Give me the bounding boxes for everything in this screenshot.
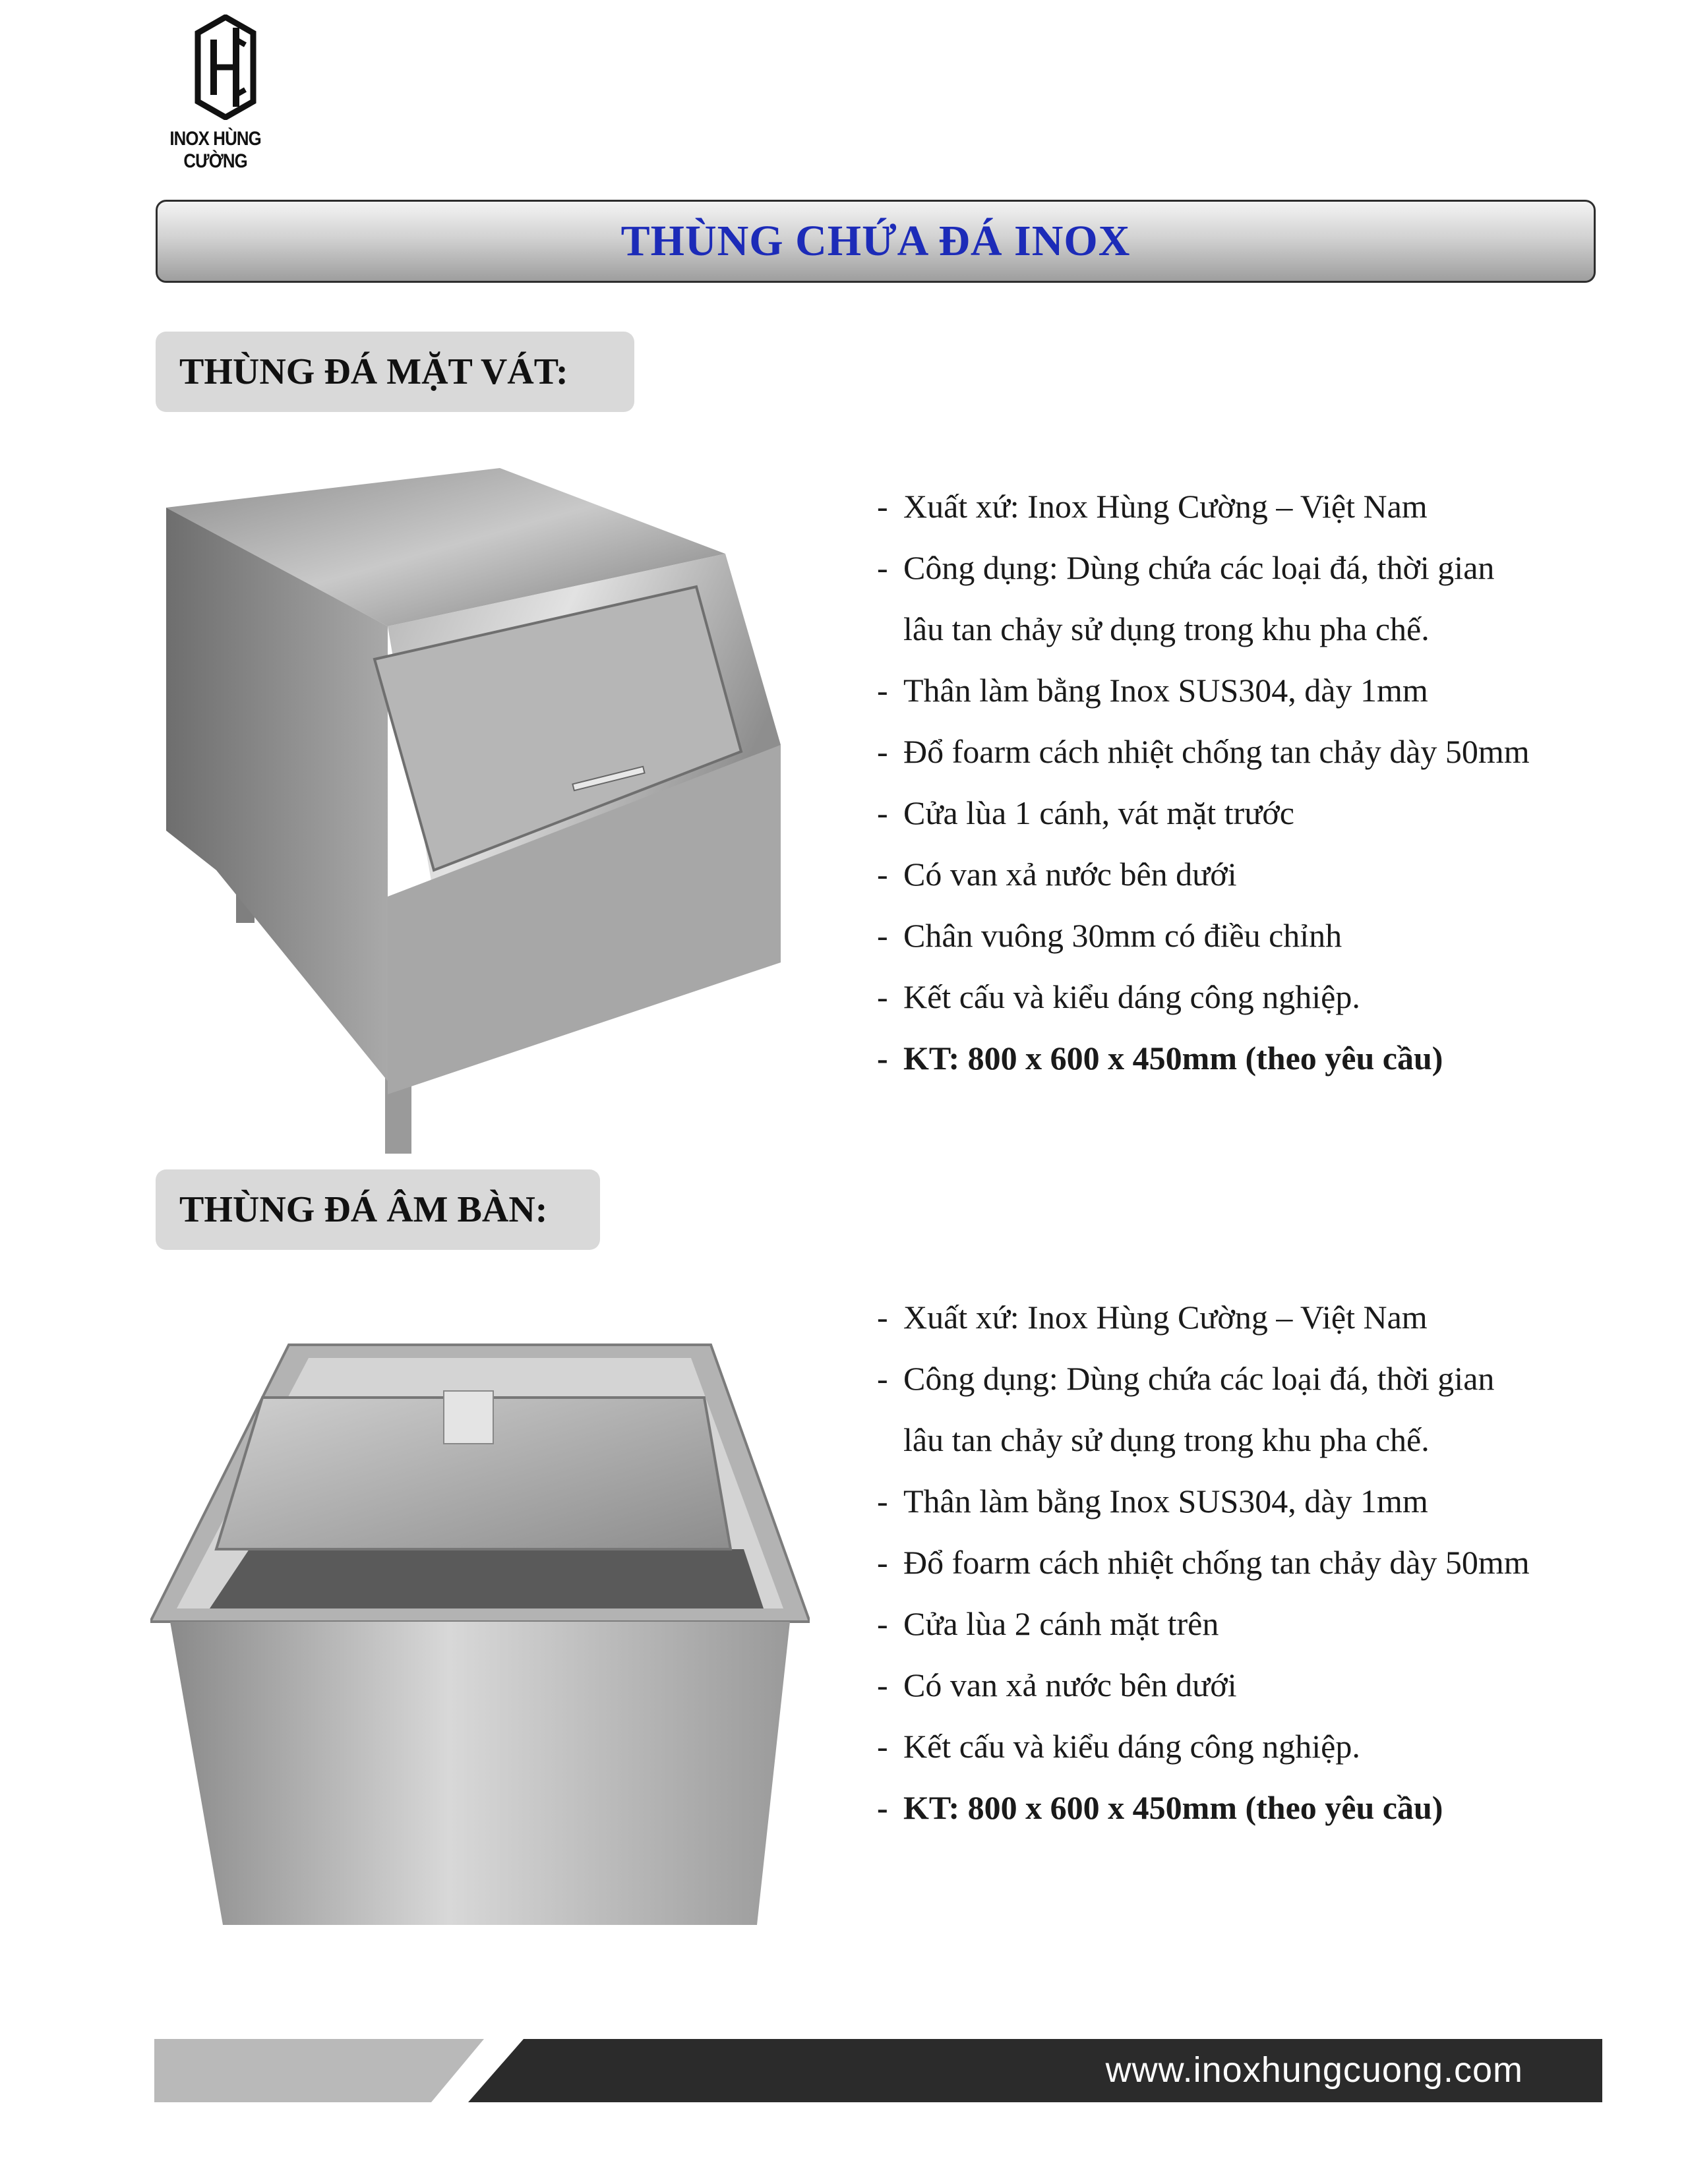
section-label-built-in-bin (156, 1169, 600, 1250)
spec-item: - Kết cấu và kiểu dáng công nghiệp. (877, 1716, 1530, 1777)
hc-monogram-icon (194, 15, 257, 120)
spec-item: - Có van xả nước bên dưới (877, 844, 1530, 905)
spec-item: - Xuất xứ: Inox Hùng Cường – Việt Nam (877, 476, 1530, 537)
brand-name: INOX HÙNG CƯỜNG (169, 128, 261, 172)
spec-item-dimensions: - KT: 800 x 600 x 450mm (theo yêu cầu) (877, 1777, 1530, 1839)
spec-item: - Đổ foarm cách nhiệt chống tan chảy dày 50mm (877, 1532, 1530, 1593)
slanted-ice-bin-photo (157, 461, 783, 1154)
page-title-bar (156, 200, 1596, 283)
section-heading: THÙNG ĐÁ MẶT VÁT: (179, 351, 568, 392)
spec-item-continuation: lâu tan chảy sử dụng trong khu pha chế. (903, 610, 1430, 647)
brand-logo (153, 15, 298, 172)
spec-item-dimensions: - KT: 800 x 600 x 450mm (theo yêu cầu) (877, 1028, 1530, 1089)
spec-item: - Công dụng: Dùng chứa các loại đá, thời gian (877, 537, 1530, 599)
spec-item: - Công dụng: Dùng chứa các loại đá, thời gian (877, 1348, 1530, 1409)
spec-item: - Đổ foarm cách nhiệt chống tan chảy dày 50mm (877, 721, 1530, 782)
spec-item: - Xuất xứ: Inox Hùng Cường – Việt Nam (877, 1287, 1530, 1348)
spec-item: - Thân làm bằng Inox SUS304, dày 1mm (877, 1471, 1530, 1532)
spec-item-continuation: lâu tan chảy sử dụng trong khu pha chế. (903, 1421, 1430, 1458)
spec-list-built-in-bin (877, 1287, 1530, 1839)
spec-item: - Kết cấu và kiểu dáng công nghiệp. (877, 966, 1530, 1028)
spec-item: - Chân vuông 30mm có điều chỉnh (877, 905, 1530, 966)
spec-item: - Cửa lùa 1 cánh, vát mặt trước (877, 782, 1530, 844)
spec-item: - Có van xả nước bên dưới (877, 1655, 1530, 1716)
website-url[interactable]: www.inoxhungcuong.com (1105, 2050, 1523, 2090)
spec-list-slanted-bin (877, 476, 1530, 1089)
section-label-slanted-bin (156, 332, 634, 412)
footer-bar (154, 2039, 1602, 2102)
section-heading: THÙNG ĐÁ ÂM BÀN: (179, 1189, 548, 1230)
built-in-ice-bin-photo (150, 1332, 810, 1925)
spec-item: - Thân làm bằng Inox SUS304, dày 1mm (877, 660, 1530, 721)
page-title: THÙNG CHỨA ĐÁ INOX (620, 217, 1131, 265)
spec-item: - Cửa lùa 2 cánh mặt trên (877, 1593, 1530, 1655)
